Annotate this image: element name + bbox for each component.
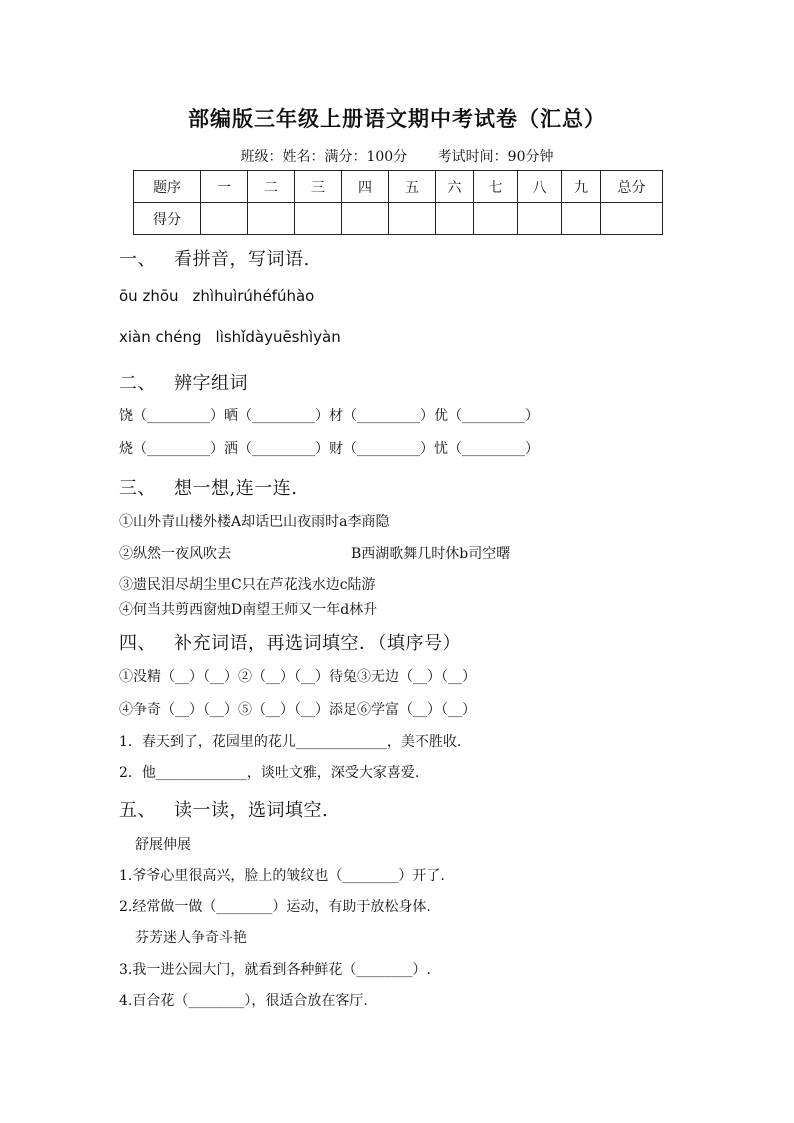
pinyin-line-2 xyxy=(119,328,341,346)
score-table-header-cell: 五 xyxy=(389,171,436,203)
idiom-fill-row-1: ①没精（__）（__）②（__）（__）待兔③无边（__）（__） xyxy=(119,669,476,685)
section-number: 二、 xyxy=(119,373,156,394)
choice-sentence-2: 2.经常做一做（________）运动，有助于放松身体. xyxy=(119,899,431,915)
matching-line-2-right: B西湖歌舞几时休b司空曙 xyxy=(351,546,511,562)
choice-sentence-4: 4.百合花（________），很适合放在客厅. xyxy=(119,993,368,1009)
exam-info-time: 考试时间：90分钟 xyxy=(437,149,554,165)
score-table-header-cell: 二 xyxy=(248,171,295,203)
section-1-heading xyxy=(119,245,310,271)
pinyin-item: ōu zhōu xyxy=(119,287,179,305)
score-table-header-cell: 八 xyxy=(518,171,562,203)
word-choice-group-2: 芬芳迷人争奇斗艳 xyxy=(135,930,247,946)
score-row-label: 得分 xyxy=(134,203,201,235)
score-table-header-cell: 总分 xyxy=(601,171,663,203)
score-cell[interactable] xyxy=(248,203,295,235)
word-choice-group-1: 舒展伸展 xyxy=(135,837,191,853)
pinyin-line-1 xyxy=(119,287,314,305)
matching-line-1: ①山外青山楼外楼A却话巴山夜雨时a李商隐 xyxy=(119,514,390,530)
score-table-score-row xyxy=(134,203,663,235)
score-table-header-cell: 一 xyxy=(201,171,248,203)
score-table-header-cell: 题序 xyxy=(134,171,201,203)
score-table-header-cell: 九 xyxy=(562,171,601,203)
word-group-row-1: 饶（_________）晒（_________）材（_________）优（_________） xyxy=(119,408,539,424)
exam-info xyxy=(0,146,794,166)
section-title: 想一想,连一连. xyxy=(174,478,298,499)
section-5-heading xyxy=(119,796,328,822)
score-cell[interactable] xyxy=(562,203,601,235)
score-table-header-cell: 四 xyxy=(342,171,389,203)
section-title: 辨字组词 xyxy=(174,373,248,394)
section-number: 五、 xyxy=(119,800,156,821)
section-number: 三、 xyxy=(119,478,156,499)
pinyin-item: xiàn chéng xyxy=(119,328,202,346)
exam-info-class: 班级：姓名：满分：100分 xyxy=(240,149,408,165)
matching-line-3: ③遗民泪尽胡尘里C只在芦花浅水边c陆游 xyxy=(119,577,376,593)
score-table-header-cell: 七 xyxy=(474,171,518,203)
choice-sentence-1: 1.爷爷心里很高兴，脸上的皱纹也（________）开了. xyxy=(119,868,445,884)
section-title: 看拼音，写词语. xyxy=(174,249,310,270)
score-cell[interactable] xyxy=(201,203,248,235)
score-cell[interactable] xyxy=(295,203,342,235)
section-number: 一、 xyxy=(119,249,156,270)
score-cell[interactable] xyxy=(601,203,663,235)
score-table xyxy=(133,170,663,235)
page-title: 部编版三年级上册语文期中考试卷（汇总） xyxy=(188,106,606,131)
word-group-row-2: 烧（_________）洒（_________）财（_________）忧（_________） xyxy=(119,441,539,457)
score-cell[interactable] xyxy=(474,203,518,235)
fill-sentence-1: 1．春天到了，花园里的花儿_____________，美不胜收. xyxy=(119,734,462,750)
score-cell[interactable] xyxy=(389,203,436,235)
score-table-header-cell: 六 xyxy=(436,171,474,203)
pinyin-item: lìshǐdàyuēshìyàn xyxy=(215,328,341,346)
section-title: 补充词语，再选词填空．（填序号） xyxy=(174,633,461,654)
matching-line-2: ②纵然一夜风吹去 xyxy=(119,546,231,562)
pinyin-item: zhìhuìrúhéfúhào xyxy=(192,287,315,305)
section-number: 四、 xyxy=(119,633,156,654)
score-table-header-cell: 三 xyxy=(295,171,342,203)
score-cell[interactable] xyxy=(436,203,474,235)
score-table-header-row xyxy=(134,171,663,203)
matching-line-4: ④何当共剪西窗烛D南望王师又一年d林升 xyxy=(119,602,378,618)
choice-sentence-3: 3.我一进公园大门，就看到各种鲜花（________）. xyxy=(119,962,431,978)
section-title: 读一读，选词填空. xyxy=(174,800,329,821)
idiom-fill-row-2: ④争奇（__）（__）⑤（__）（__）添足⑥学富（__）（__） xyxy=(119,702,476,718)
section-3-heading xyxy=(119,474,297,500)
score-cell[interactable] xyxy=(342,203,389,235)
section-4-heading xyxy=(119,629,461,655)
score-cell[interactable] xyxy=(518,203,562,235)
fill-sentence-2: 2．他_____________，谈吐文雅，深受大家喜爱. xyxy=(119,765,420,781)
section-2-heading xyxy=(119,369,248,395)
